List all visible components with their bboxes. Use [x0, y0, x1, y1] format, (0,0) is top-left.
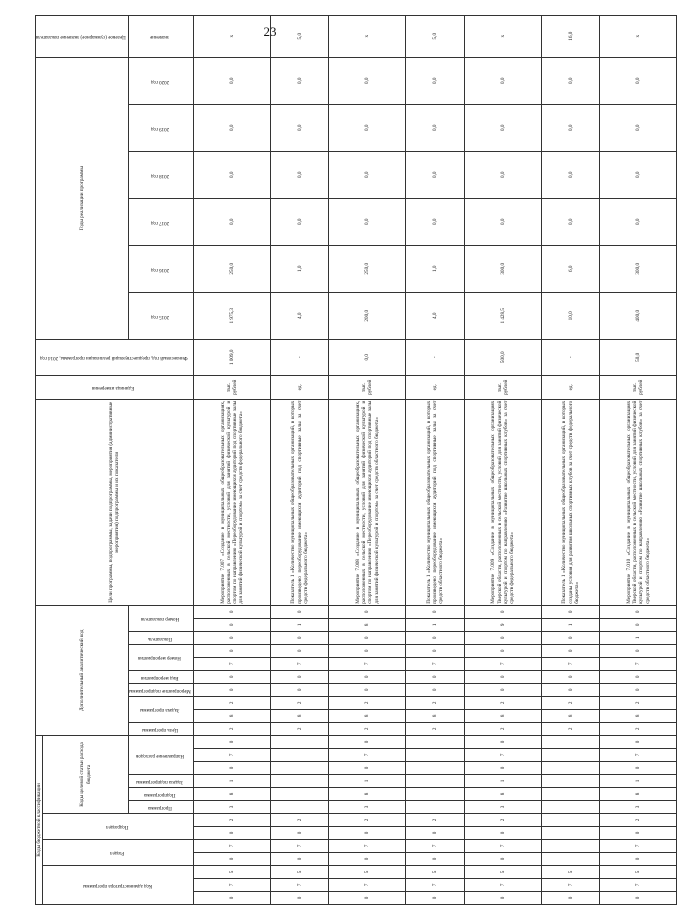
- code-cell: 8: [193, 788, 270, 801]
- header-year-2017: 2017 год: [128, 198, 193, 245]
- header-dop-group: Дополнительный аналитический код: [36, 605, 129, 735]
- code-cell: 7: [193, 657, 270, 670]
- row-year-value: 0,0: [541, 57, 599, 104]
- code-cell: 5: [600, 866, 677, 879]
- code-cell: 2: [464, 722, 541, 735]
- code-cell: 5: [193, 866, 270, 879]
- row-description: Мероприятие 7.009 «Создание в муниципальных общеобразовательных организациях Тверской области, расположенных в сельской местности, условий для занятий физической культурой и спортом по направлению «Развитие школьных спортивных клубов» за счет средств федерального бюджета»: [464, 399, 541, 605]
- code-cell: 0: [329, 631, 406, 644]
- code-cell: 0: [464, 644, 541, 657]
- header-zadacha-podprogrammy: Задача подпрограммы: [128, 775, 193, 788]
- code-cell: 0: [329, 605, 406, 618]
- header-nomer-meropriyatiya: Номер мероприятия: [128, 644, 193, 670]
- code-cell: 7: [541, 657, 599, 670]
- row-year-value: 0,0: [600, 198, 677, 245]
- code-cell: [406, 735, 464, 748]
- header-zadacha-programmy: Задача программы: [128, 696, 193, 722]
- row-year-value: 0,0: [464, 104, 541, 151]
- table-row: [329, 15, 406, 904]
- code-cell: 7: [329, 840, 406, 853]
- code-cell: 0: [600, 670, 677, 683]
- row-unit: тыс. рублей: [600, 375, 677, 399]
- code-cell: 0: [193, 762, 270, 775]
- row-target-value: 16,0: [541, 15, 599, 57]
- code-cell: 5: [406, 866, 464, 879]
- code-cell: [541, 775, 599, 788]
- header-cel: Цель программы: [128, 722, 193, 735]
- code-cell: 0: [329, 892, 406, 905]
- table-row: [193, 15, 270, 904]
- code-cell: 8: [329, 788, 406, 801]
- row-year-value: 4,0: [270, 292, 328, 339]
- code-cell: 2: [329, 814, 406, 827]
- code-cell: 7: [329, 657, 406, 670]
- row-finance-2014: 500,0: [464, 339, 541, 375]
- row-year-value: 0,0: [406, 104, 464, 151]
- code-cell: 2: [329, 722, 406, 735]
- code-cell: 1: [329, 775, 406, 788]
- table-row: [464, 15, 541, 904]
- row-year-value: 0,0: [193, 57, 270, 104]
- row-year-value: 0,0: [193, 151, 270, 198]
- code-cell: 1: [193, 775, 270, 788]
- row-unit: ед.: [541, 375, 599, 399]
- code-cell: 0: [193, 827, 270, 840]
- code-cell: 0: [464, 827, 541, 840]
- code-cell: 0: [270, 631, 328, 644]
- code-cell: [541, 801, 599, 814]
- code-cell: 0: [464, 605, 541, 618]
- code-cell: 0: [541, 892, 599, 905]
- code-cell: 2: [270, 696, 328, 709]
- row-year-value: 0,0: [600, 151, 677, 198]
- code-cell: 0: [406, 827, 464, 840]
- table-row: [600, 15, 677, 904]
- code-cell: 5: [270, 866, 328, 879]
- code-cell: 0: [406, 631, 464, 644]
- row-year-value: 0,0: [541, 151, 599, 198]
- code-cell: [541, 735, 599, 748]
- header-admin: Код администратора программы: [43, 866, 194, 905]
- code-cell: 5: [541, 866, 599, 879]
- row-unit: тыс. рублей: [464, 375, 541, 399]
- code-cell: 2: [270, 722, 328, 735]
- code-cell: 1: [600, 631, 677, 644]
- row-description: Показатель 1 «Количество муниципальных общеобразовательных организаций, в которых произведено переоборудование имеющихся аудиторий под спортивные залы за счет средств областного бюджета»: [406, 399, 464, 605]
- code-cell: [541, 827, 599, 840]
- row-year-value: 0,0: [406, 57, 464, 104]
- code-cell: 0: [541, 605, 599, 618]
- row-year-value: 250,0: [193, 245, 270, 292]
- code-cell: 8: [270, 709, 328, 722]
- row-description: Показатель 1 «Количество муниципальных общеобразовательных организаций, в которых созданы условия для развития школьных спортивных клубов за счет средств федерального бюджета»: [541, 399, 599, 605]
- code-cell: [270, 775, 328, 788]
- code-cell: [270, 762, 328, 775]
- code-cell: 2: [541, 722, 599, 735]
- row-finance-2014: 50,0: [600, 339, 677, 375]
- code-cell: 0: [464, 853, 541, 866]
- row-year-value: 0,0: [329, 104, 406, 151]
- code-cell: [406, 788, 464, 801]
- code-cell: [541, 814, 599, 827]
- code-cell: 0: [541, 670, 599, 683]
- code-cell: 0: [600, 827, 677, 840]
- table-row: [270, 15, 328, 904]
- code-cell: 7: [600, 840, 677, 853]
- row-unit: ед.: [406, 375, 464, 399]
- code-cell: 0: [193, 631, 270, 644]
- program-table-rotated: [35, 31, 651, 905]
- row-target-value: х: [329, 15, 406, 57]
- table-row: [541, 15, 599, 904]
- code-cell: [270, 788, 328, 801]
- row-finance-2014: -: [406, 339, 464, 375]
- code-cell: 2: [329, 696, 406, 709]
- page-number: 23: [263, 24, 277, 39]
- row-description: Мероприятие 7.010 «Создание в муниципальных общеобразовательных организациях Тверской области, расположенных в сельской местности, условий для занятий физической культурой и спортом по направлению «Развитие школьных спортивных клубов» за счет средств областного бюджета»: [600, 399, 677, 605]
- code-cell: 3: [193, 801, 270, 814]
- row-year-value: 0,0: [406, 198, 464, 245]
- row-year-value: 300,0: [600, 245, 677, 292]
- header-year-2018: 2018 год: [128, 151, 193, 198]
- row-year-value: 4,0: [406, 292, 464, 339]
- code-cell: 0: [600, 618, 677, 631]
- header-year-2020: 2020 год: [128, 57, 193, 104]
- row-year-value: 0,0: [464, 198, 541, 245]
- row-year-value: 400,0: [600, 292, 677, 339]
- row-unit: тыс. рублей: [329, 375, 406, 399]
- code-cell: 0: [193, 735, 270, 748]
- code-cell: 9: [464, 618, 541, 631]
- code-cell: 0: [329, 827, 406, 840]
- code-cell: 0: [329, 670, 406, 683]
- code-cell: 2: [600, 814, 677, 827]
- code-cell: 7: [329, 879, 406, 892]
- code-cell: 7: [270, 657, 328, 670]
- code-cell: 3: [329, 801, 406, 814]
- code-cell: 7: [464, 657, 541, 670]
- code-cell: 1: [406, 618, 464, 631]
- code-cell: 2: [270, 814, 328, 827]
- row-year-value: 0,0: [270, 151, 328, 198]
- code-cell: 2: [406, 722, 464, 735]
- code-cell: 7: [541, 879, 599, 892]
- code-cell: 7: [406, 840, 464, 853]
- code-cell: 7: [329, 749, 406, 762]
- code-cell: 8: [329, 709, 406, 722]
- header-podrazdel: Подраздел: [43, 814, 194, 840]
- row-year-value: 0,0: [464, 151, 541, 198]
- code-cell: 7: [600, 879, 677, 892]
- code-cell: 0: [406, 670, 464, 683]
- row-finance-2014: -: [541, 339, 599, 375]
- row-target-value: х: [193, 15, 270, 57]
- code-cell: 0: [193, 683, 270, 696]
- row-year-value: 0,0: [406, 151, 464, 198]
- code-cell: 2: [464, 814, 541, 827]
- header-nomer-pokazatelya: Номер показателя: [128, 605, 193, 631]
- header-razdel: Раздел: [43, 840, 194, 866]
- header-kbk-group: Коды бюджетной классификации: [36, 735, 43, 904]
- row-description: Мероприятие 7.008 «Создание в муниципальных общеобразовательных организациях, расположенных в сельской местности, условий для занятий физической культурой и спортом по направлению «Переоборудование имеющихся аудиторий под спортивные залы для занятий физической культурой и спортом» за счет средств областного бюджета»: [329, 399, 406, 605]
- header-rashod-group: Коды целевой статьи расхода бюджета: [43, 735, 129, 813]
- code-cell: 2: [406, 696, 464, 709]
- code-cell: 0: [193, 892, 270, 905]
- code-cell: [541, 788, 599, 801]
- code-cell: 0: [270, 605, 328, 618]
- code-cell: 0: [541, 644, 599, 657]
- code-cell: 0: [464, 670, 541, 683]
- code-cell: 8: [600, 709, 677, 722]
- code-cell: 0: [600, 644, 677, 657]
- header-year-2015: 2015 год: [128, 292, 193, 339]
- code-cell: 8: [406, 709, 464, 722]
- row-year-value: 6,0: [541, 245, 599, 292]
- code-cell: 0: [193, 618, 270, 631]
- code-cell: 0: [600, 735, 677, 748]
- code-cell: [406, 749, 464, 762]
- code-cell: 0: [464, 631, 541, 644]
- code-cell: 0: [464, 762, 541, 775]
- header-year-2019: 2019 год: [128, 104, 193, 151]
- header-year-2016: 2016 год: [128, 245, 193, 292]
- code-cell: 0: [541, 683, 599, 696]
- code-cell: 0: [329, 644, 406, 657]
- program-table-body: [193, 15, 676, 904]
- code-cell: 7: [193, 840, 270, 853]
- code-cell: 3: [464, 801, 541, 814]
- row-year-value: 0,0: [193, 198, 270, 245]
- row-year-value: 200,0: [329, 292, 406, 339]
- row-year-value: 0,0: [193, 104, 270, 151]
- code-cell: 0: [270, 892, 328, 905]
- row-finance-2014: -: [270, 339, 328, 375]
- code-cell: 0: [406, 605, 464, 618]
- row-year-value: 0,0: [270, 104, 328, 151]
- header-napravlenie: Направление расходов: [128, 735, 193, 774]
- header-years-group: Годы реализации программы: [36, 57, 129, 339]
- code-cell: 7: [464, 749, 541, 762]
- program-table: [35, 15, 677, 905]
- code-cell: 7: [464, 840, 541, 853]
- code-cell: 0: [541, 631, 599, 644]
- row-target-value: 5,0: [406, 15, 464, 57]
- code-cell: 0: [600, 853, 677, 866]
- row-description: Мероприятие 7.007 «Создание в муниципальных общеобразовательных организациях, расположенных в сельской местности, условий для занятий физической культурой и спортом по направлению «Переоборудование имеющихся аудиторий под спортивные залы для занятий физической культурой и спортом» за счет средств федерального бюджета»: [193, 399, 270, 605]
- code-cell: 1: [464, 775, 541, 788]
- code-cell: 7: [600, 657, 677, 670]
- code-cell: 0: [193, 644, 270, 657]
- code-cell: 5: [464, 866, 541, 879]
- header-podprogramma: Подпрограмма: [128, 788, 193, 801]
- row-target-value: х: [464, 15, 541, 57]
- code-cell: 1: [541, 618, 599, 631]
- code-cell: 2: [193, 696, 270, 709]
- code-cell: 0: [464, 735, 541, 748]
- code-cell: 0: [329, 735, 406, 748]
- code-cell: 0: [464, 892, 541, 905]
- header-finance-2014: Финансовый год, предшествующий реализации программы, 2014 год: [36, 339, 194, 375]
- code-cell: 2: [600, 696, 677, 709]
- code-cell: 0: [600, 892, 677, 905]
- code-cell: 7: [600, 749, 677, 762]
- row-target-value: 5,0: [270, 15, 328, 57]
- header-programma: Программа: [128, 801, 193, 814]
- code-cell: 8: [464, 709, 541, 722]
- row-year-value: 0,0: [329, 198, 406, 245]
- row-year-value: 0,0: [600, 57, 677, 104]
- code-cell: 0: [406, 644, 464, 657]
- code-cell: 0: [270, 644, 328, 657]
- row-target-value: х: [600, 15, 677, 57]
- code-cell: 0: [329, 762, 406, 775]
- header-meropriyatie: Мероприятие подпрограммы: [128, 683, 193, 696]
- code-cell: 8: [193, 709, 270, 722]
- code-cell: 7: [270, 840, 328, 853]
- table-row: [406, 15, 464, 904]
- row-year-value: 0,0: [329, 57, 406, 104]
- row-finance-2014: 1 009,0: [193, 339, 270, 375]
- code-cell: 2: [193, 722, 270, 735]
- code-cell: 1: [600, 775, 677, 788]
- code-cell: 0: [406, 683, 464, 696]
- code-cell: 7: [464, 879, 541, 892]
- code-cell: 0: [193, 670, 270, 683]
- code-cell: 0: [270, 683, 328, 696]
- code-cell: [406, 762, 464, 775]
- code-cell: [541, 853, 599, 866]
- code-cell: 7: [406, 879, 464, 892]
- code-cell: 0: [600, 683, 677, 696]
- header-goal: Цели программы, подпрограммы, задачи подпрограммы, мероприятия (административные мероприятия) подпрограммы и их показатели: [36, 399, 194, 605]
- code-cell: 0: [270, 853, 328, 866]
- row-finance-2014: 0,0: [329, 339, 406, 375]
- code-cell: 0: [193, 605, 270, 618]
- code-cell: [541, 762, 599, 775]
- row-description: Показатель 1 «Количество муниципальных общеобразовательных организаций, в которых произведено переоборудование имеющихся аудиторий под спортивные залы за счет средств федерального бюджета»: [270, 399, 328, 605]
- code-cell: 0: [600, 605, 677, 618]
- code-cell: 7: [270, 879, 328, 892]
- code-cell: [406, 775, 464, 788]
- code-cell: 0: [329, 683, 406, 696]
- row-year-value: 0,0: [541, 104, 599, 151]
- code-cell: 0: [193, 853, 270, 866]
- code-cell: 0: [600, 762, 677, 775]
- code-cell: 8: [541, 709, 599, 722]
- code-cell: 2: [464, 696, 541, 709]
- code-cell: 0: [406, 853, 464, 866]
- code-cell: [270, 735, 328, 748]
- code-cell: 8: [464, 788, 541, 801]
- row-year-value: 0,0: [270, 57, 328, 104]
- row-year-value: 1 428,5: [464, 292, 541, 339]
- row-year-value: 0,0: [600, 104, 677, 151]
- code-cell: 5: [329, 866, 406, 879]
- row-year-value: 0,0: [329, 151, 406, 198]
- row-unit: тыс. рублей: [193, 375, 270, 399]
- code-cell: [541, 840, 599, 853]
- header-target-group: Целевое (суммарное) значение показателя: [36, 15, 129, 57]
- code-cell: 2: [600, 722, 677, 735]
- row-year-value: 10,0: [541, 292, 599, 339]
- code-cell: 0: [270, 827, 328, 840]
- code-cell: 0: [270, 670, 328, 683]
- code-cell: [406, 801, 464, 814]
- row-year-value: 1,0: [406, 245, 464, 292]
- header-vid-meropriyatiya: Вид мероприятия: [128, 670, 193, 683]
- code-cell: 2: [193, 814, 270, 827]
- row-year-value: 250,0: [329, 245, 406, 292]
- row-year-value: 0,0: [464, 57, 541, 104]
- row-year-value: 1,0: [270, 245, 328, 292]
- code-cell: 0: [464, 683, 541, 696]
- code-cell: 7: [406, 657, 464, 670]
- code-cell: 8: [329, 618, 406, 631]
- code-cell: 3: [600, 801, 677, 814]
- header-target-value: значение: [128, 15, 193, 57]
- code-cell: [541, 749, 599, 762]
- code-cell: 7: [193, 749, 270, 762]
- header-unit: Единица измерения: [36, 375, 194, 399]
- code-cell: 0: [406, 892, 464, 905]
- code-cell: [270, 749, 328, 762]
- code-cell: 8: [600, 788, 677, 801]
- code-cell: 2: [406, 814, 464, 827]
- row-year-value: 0,0: [541, 198, 599, 245]
- row-unit: ед.: [270, 375, 328, 399]
- header-pokazatel: Показатель: [128, 631, 193, 644]
- code-cell: 2: [541, 696, 599, 709]
- code-cell: 1: [270, 618, 328, 631]
- row-year-value: 0,0: [270, 198, 328, 245]
- code-cell: 0: [329, 853, 406, 866]
- row-year-value: 1 975,3: [193, 292, 270, 339]
- row-year-value: 300,0: [464, 245, 541, 292]
- code-cell: 7: [193, 879, 270, 892]
- code-cell: [270, 801, 328, 814]
